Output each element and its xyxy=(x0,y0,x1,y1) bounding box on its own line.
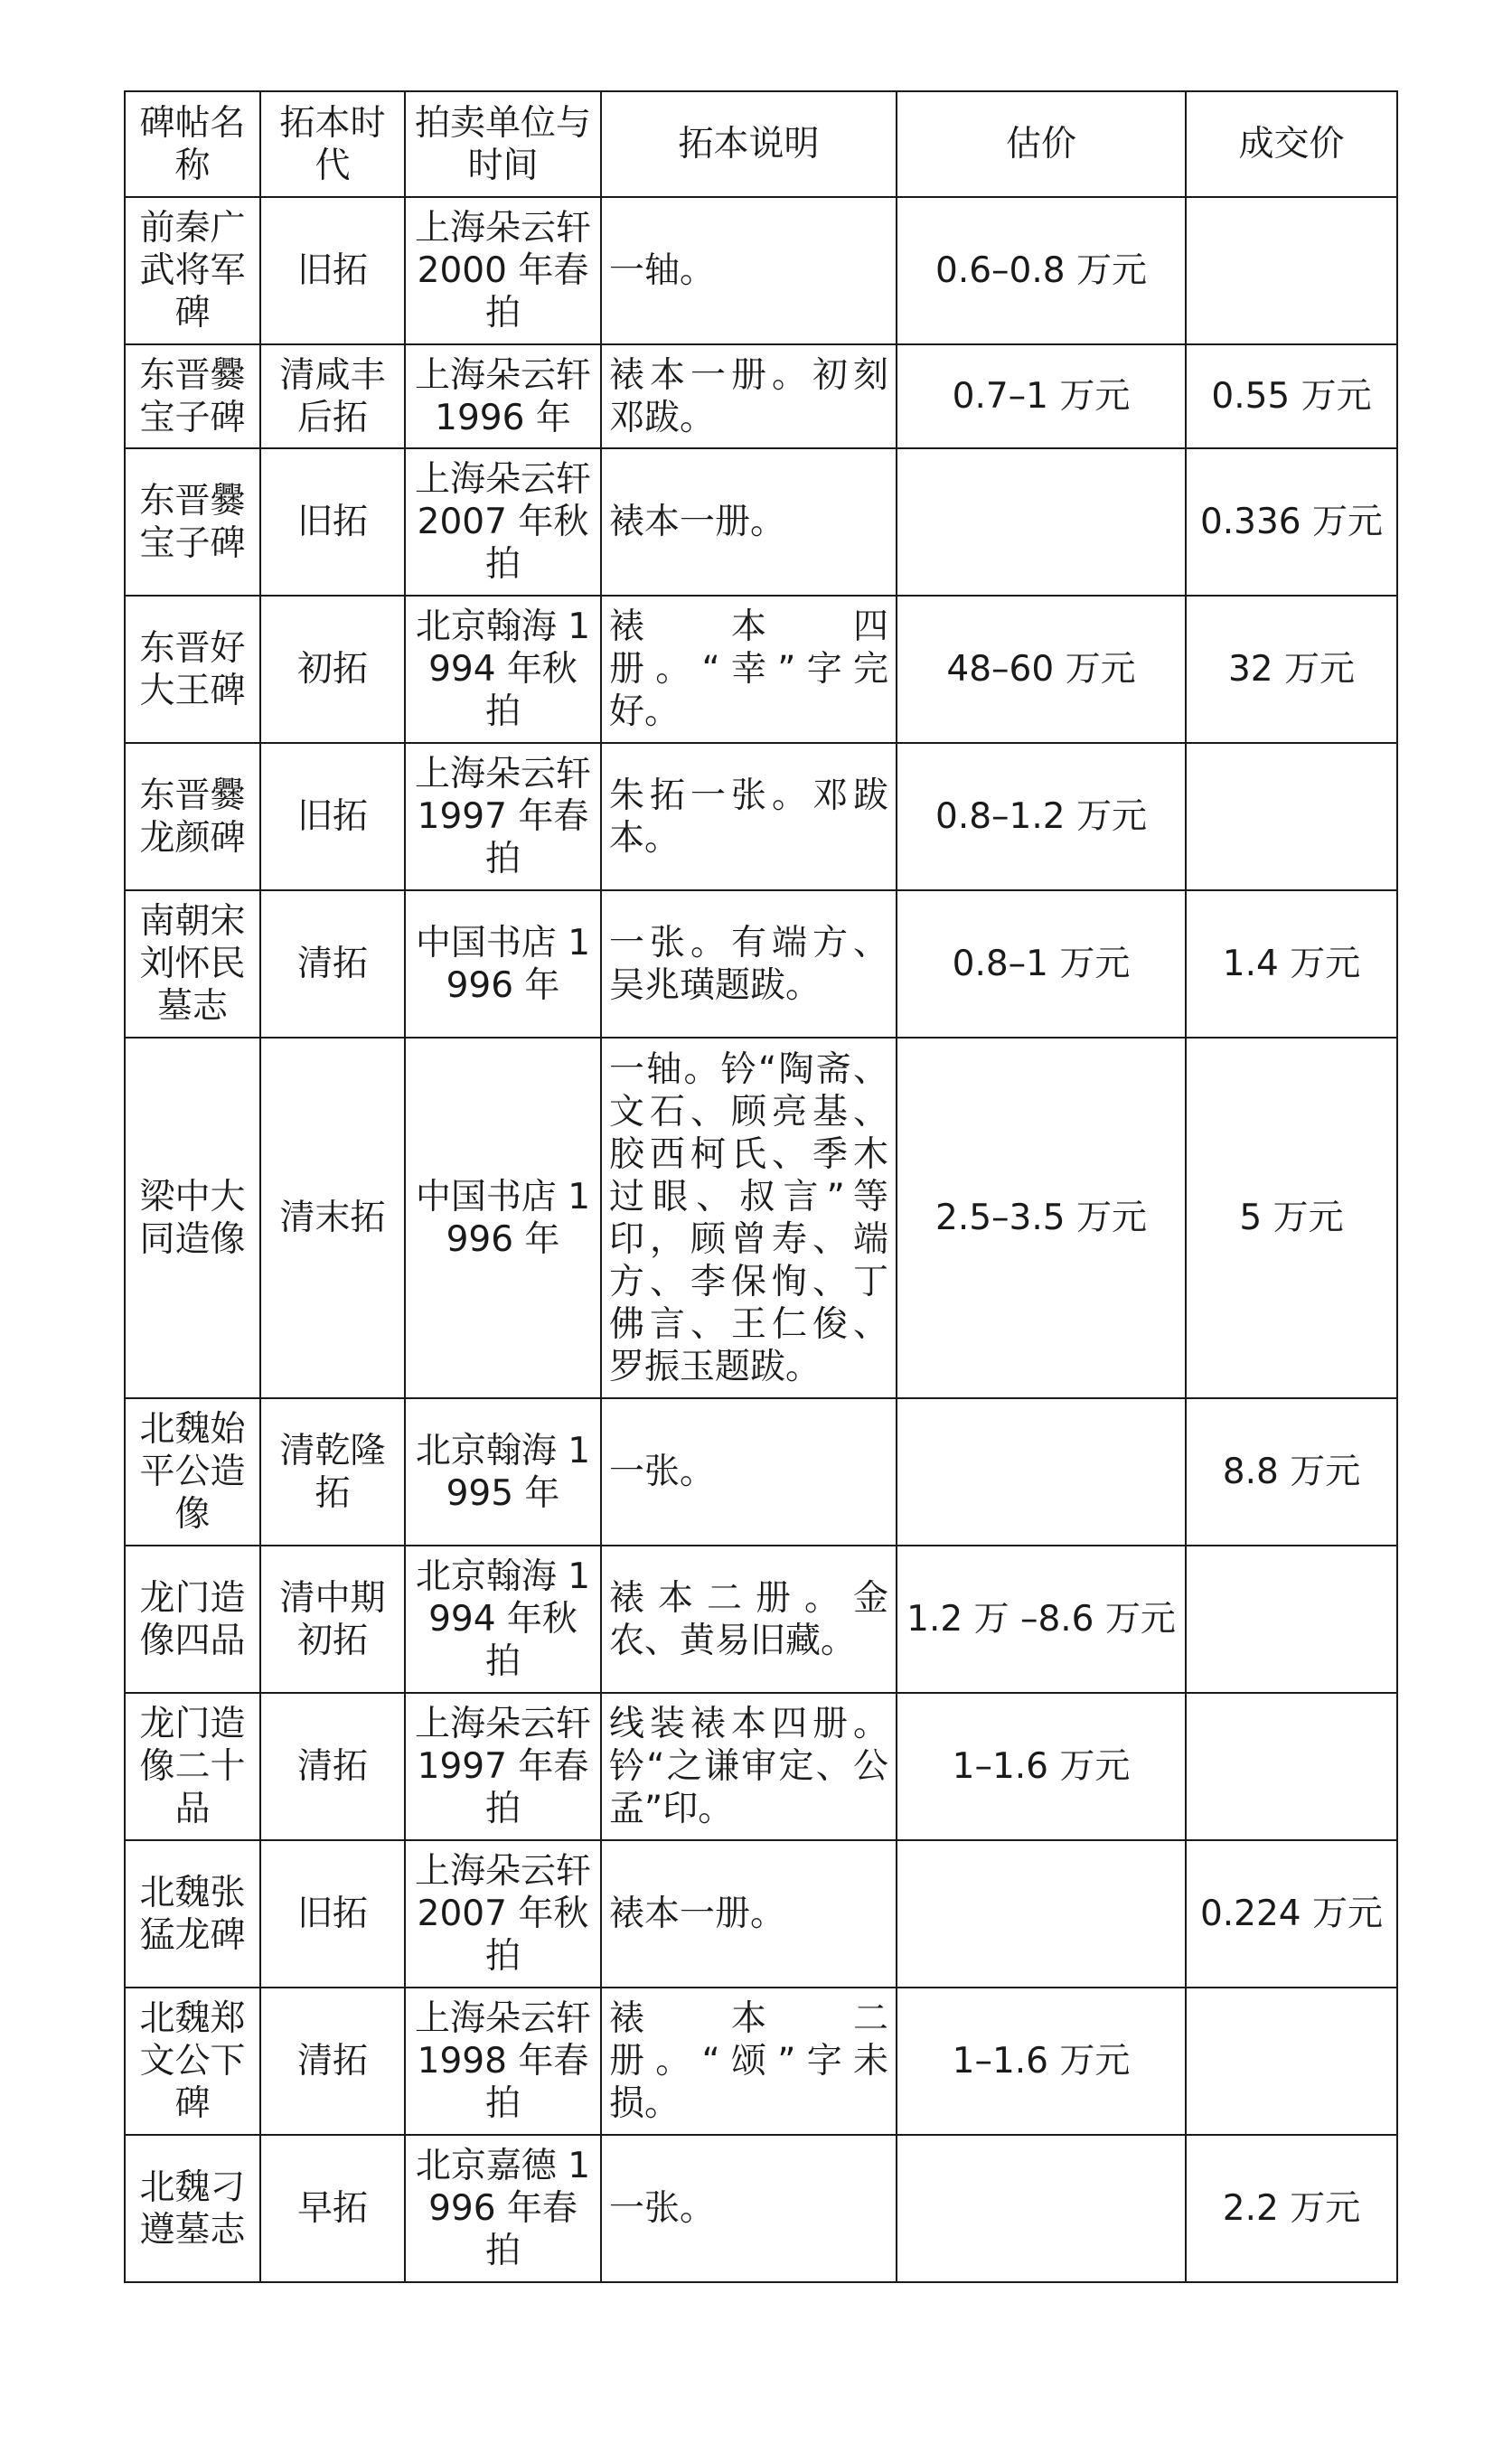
header-name: 碑帖名称 xyxy=(125,91,260,197)
cell-estimate xyxy=(897,1840,1186,1988)
cell-desc: 一张。 xyxy=(601,1398,897,1546)
table-row xyxy=(125,448,1397,596)
cell-desc: 裱本一册。 xyxy=(601,1840,897,1988)
table-row xyxy=(125,1038,1397,1398)
cell-name: 梁中大同造像 xyxy=(125,1038,260,1398)
cell-desc: 一张。有端方、吴兆璜题跋。 xyxy=(601,890,897,1038)
cell-auction: 中国书店 1996 年 xyxy=(405,890,601,1038)
cell-estimate: 2.5–3.5 万元 xyxy=(897,1038,1186,1398)
table-header xyxy=(125,91,1397,197)
cell-era: 早拓 xyxy=(260,2135,405,2282)
cell-deal: 0.55 万元 xyxy=(1186,344,1397,448)
cell-deal: 2.2 万元 xyxy=(1186,2135,1397,2282)
cell-desc: 裱本二册。金农、黄易旧藏。 xyxy=(601,1546,897,1693)
table-row xyxy=(125,596,1397,743)
table-body xyxy=(125,197,1397,2282)
cell-auction: 上海朵云轩 1997 年春拍 xyxy=(405,743,601,890)
cell-desc: 裱本一册。初刻邓跋。 xyxy=(601,344,897,448)
cell-auction: 北京嘉德 1996 年春拍 xyxy=(405,2135,601,2282)
cell-auction: 上海朵云轩 1998 年春拍 xyxy=(405,1988,601,2135)
cell-estimate: 48–60 万元 xyxy=(897,596,1186,743)
cell-desc: 朱拓一张。邓跋本。 xyxy=(601,743,897,890)
cell-desc: 裱本一册。 xyxy=(601,448,897,596)
cell-era: 旧拓 xyxy=(260,448,405,596)
cell-era: 清咸丰后拓 xyxy=(260,344,405,448)
cell-name: 北魏张猛龙碑 xyxy=(125,1840,260,1988)
cell-estimate xyxy=(897,448,1186,596)
cell-auction: 上海朵云轩 2007 年秋拍 xyxy=(405,1840,601,1988)
cell-estimate: 0.7–1 万元 xyxy=(897,344,1186,448)
cell-deal xyxy=(1186,1546,1397,1693)
header-estimate: 估价 xyxy=(897,91,1186,197)
cell-name: 南朝宋刘怀民墓志 xyxy=(125,890,260,1038)
cell-era: 旧拓 xyxy=(260,1840,405,1988)
cell-name: 东晋好大王碑 xyxy=(125,596,260,743)
cell-name: 东晋爨宝子碑 xyxy=(125,344,260,448)
cell-deal: 5 万元 xyxy=(1186,1038,1397,1398)
cell-desc: 一轴。钤“陶斋、文石、顾亮基、胶西柯氏、季木过眼、叔言”等印，顾曾寿、端方、李保恂、丁佛言、王仁俊、罗振玉题跋。 xyxy=(601,1038,897,1398)
table-row xyxy=(125,743,1397,890)
cell-name: 北魏始平公造像 xyxy=(125,1398,260,1546)
cell-deal xyxy=(1186,1988,1397,2135)
cell-name: 东晋爨龙颜碑 xyxy=(125,743,260,890)
cell-era: 旧拓 xyxy=(260,197,405,344)
cell-auction: 北京翰海 1994 年秋拍 xyxy=(405,1546,601,1693)
cell-era: 初拓 xyxy=(260,596,405,743)
header-deal: 成交价 xyxy=(1186,91,1397,197)
table-row xyxy=(125,344,1397,448)
cell-era: 清拓 xyxy=(260,1693,405,1840)
cell-deal xyxy=(1186,197,1397,344)
cell-desc: 一张。 xyxy=(601,2135,897,2282)
cell-name: 东晋爨宝子碑 xyxy=(125,448,260,596)
cell-auction: 中国书店 1996 年 xyxy=(405,1038,601,1398)
cell-desc: 线装裱本四册。钤“之谦审定、公孟”印。 xyxy=(601,1693,897,1840)
cell-estimate xyxy=(897,2135,1186,2282)
cell-auction: 北京翰海 1994 年秋拍 xyxy=(405,596,601,743)
header-row xyxy=(125,91,1397,197)
table-row xyxy=(125,890,1397,1038)
cell-name: 前秦广武将军碑 xyxy=(125,197,260,344)
table-row xyxy=(125,1988,1397,2135)
header-auction: 拍卖单位与时间 xyxy=(405,91,601,197)
cell-deal: 32 万元 xyxy=(1186,596,1397,743)
cell-estimate: 0.8–1 万元 xyxy=(897,890,1186,1038)
cell-era: 清拓 xyxy=(260,1988,405,2135)
cell-estimate: 1–1.6 万元 xyxy=(897,1988,1186,2135)
cell-auction: 上海朵云轩 1996 年 xyxy=(405,344,601,448)
cell-name: 北魏郑文公下碑 xyxy=(125,1988,260,2135)
table-row xyxy=(125,1398,1397,1546)
table-row xyxy=(125,1546,1397,1693)
cell-estimate: 0.6–0.8 万元 xyxy=(897,197,1186,344)
table-row xyxy=(125,1693,1397,1840)
cell-estimate: 1–1.6 万元 xyxy=(897,1693,1186,1840)
cell-name: 龙门造像二十品 xyxy=(125,1693,260,1840)
table-row xyxy=(125,197,1397,344)
header-desc: 拓本说明 xyxy=(601,91,897,197)
header-era: 拓本时代 xyxy=(260,91,405,197)
cell-estimate: 1.2 万 –8.6 万元 xyxy=(897,1546,1186,1693)
rubbings-auction-table xyxy=(124,90,1398,2283)
cell-era: 清乾隆拓 xyxy=(260,1398,405,1546)
cell-era: 清中期初拓 xyxy=(260,1546,405,1693)
cell-era: 清拓 xyxy=(260,890,405,1038)
cell-auction: 上海朵云轩 2000 年春拍 xyxy=(405,197,601,344)
cell-deal xyxy=(1186,1693,1397,1840)
cell-era: 旧拓 xyxy=(260,743,405,890)
cell-name: 龙门造像四品 xyxy=(125,1546,260,1693)
table-row xyxy=(125,2135,1397,2282)
cell-deal: 0.336 万元 xyxy=(1186,448,1397,596)
cell-desc: 裱本二册。“颂”字未损。 xyxy=(601,1988,897,2135)
cell-era: 清末拓 xyxy=(260,1038,405,1398)
cell-desc: 裱本四册。“幸”字完好。 xyxy=(601,596,897,743)
cell-desc: 一轴。 xyxy=(601,197,897,344)
cell-deal: 8.8 万元 xyxy=(1186,1398,1397,1546)
cell-deal xyxy=(1186,743,1397,890)
cell-deal: 0.224 万元 xyxy=(1186,1840,1397,1988)
cell-name: 北魏刁遵墓志 xyxy=(125,2135,260,2282)
cell-auction: 北京翰海 1995 年 xyxy=(405,1398,601,1546)
cell-auction: 上海朵云轩 2007 年秋拍 xyxy=(405,448,601,596)
cell-deal: 1.4 万元 xyxy=(1186,890,1397,1038)
table-row xyxy=(125,1840,1397,1988)
cell-estimate: 0.8–1.2 万元 xyxy=(897,743,1186,890)
cell-estimate xyxy=(897,1398,1186,1546)
cell-auction: 上海朵云轩 1997 年春拍 xyxy=(405,1693,601,1840)
